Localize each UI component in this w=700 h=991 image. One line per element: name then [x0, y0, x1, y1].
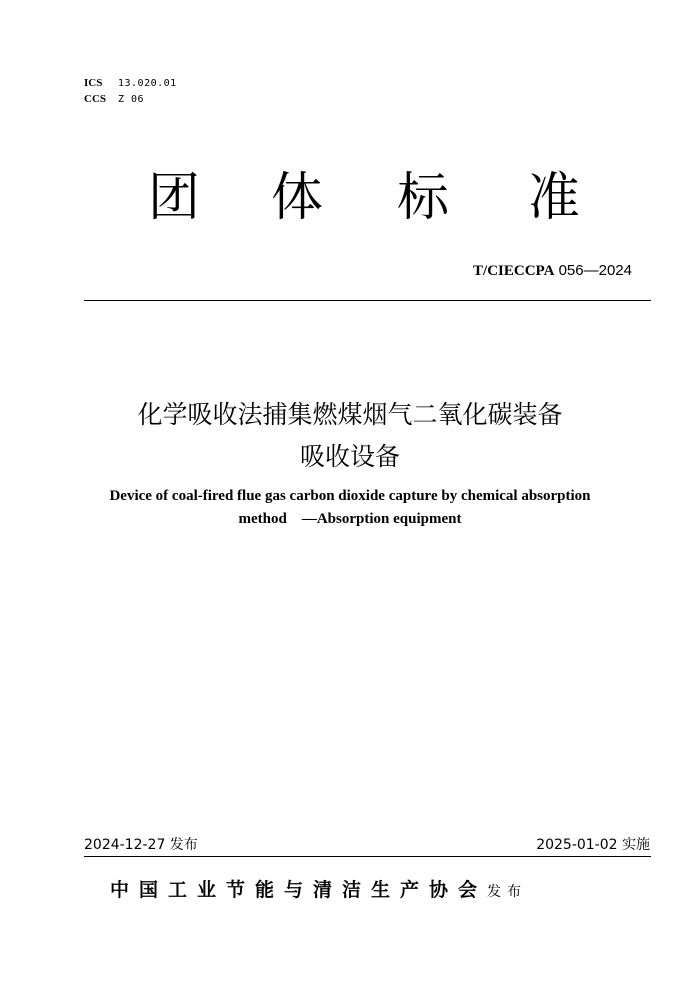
title-en-line2: method —Absorption equipment — [238, 511, 462, 527]
ics-code — [84, 76, 177, 91]
title-en-line1: Device of coal-fired flue gas carbon dioxide capture by chemical absorption — [109, 488, 591, 504]
standard-type-title — [0, 168, 700, 228]
publisher-name: 中国工业节能与清洁生产协会 — [110, 879, 488, 901]
publisher-suffix: 发布 — [487, 884, 528, 900]
footer-divider — [84, 856, 651, 857]
ics-label: ICS — [84, 77, 103, 89]
title-zh-line2: 吸收设备 — [299, 442, 400, 471]
standard-number-value: 056—2024 — [554, 262, 632, 279]
ics-value: 13.020.01 — [118, 78, 177, 89]
standard-type-char: 团 — [148, 168, 201, 228]
standard-number-prefix: T/CIECCPA — [473, 263, 555, 279]
publish-date: 2024-12-27 发布 — [84, 837, 198, 853]
standard-type-char: 体 — [271, 168, 324, 228]
header-divider — [84, 300, 651, 301]
publisher — [110, 875, 527, 902]
ccs-code — [84, 92, 144, 107]
standard-type-char: 准 — [528, 168, 581, 228]
implement-date: 2025-01-02 实施 — [536, 837, 650, 853]
ccs-value: Z 06 — [118, 94, 145, 105]
title-zh-line1: 化学吸收法捕集燃煤烟气二氧化碳装备 — [137, 400, 563, 429]
ccs-label: CCS — [84, 93, 107, 105]
standard-type-char: 标 — [397, 168, 450, 228]
standard-number — [473, 262, 632, 280]
